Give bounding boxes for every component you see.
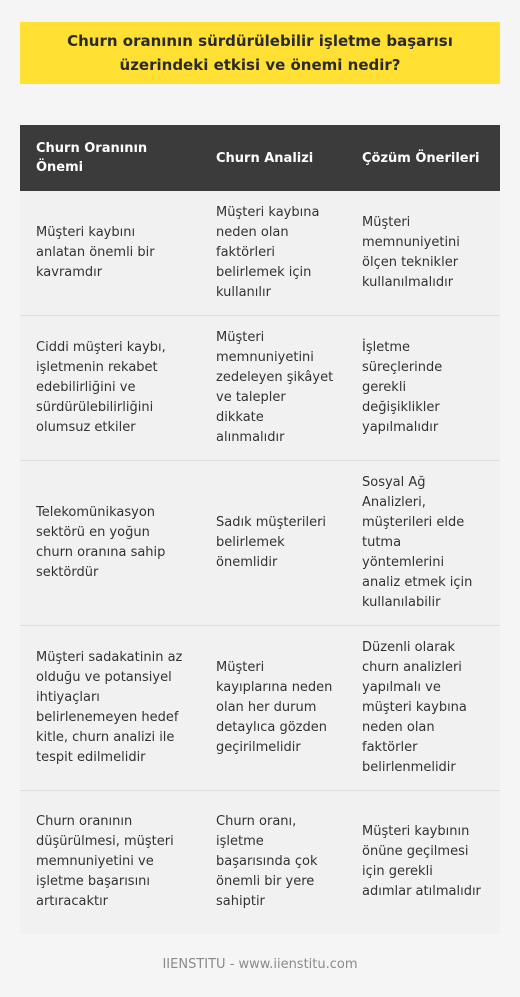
- footer-credit: IIENSTITU - www.iienstitu.com: [162, 957, 358, 972]
- table-cell: Müşteri kayıplarına neden olan her durum detaylıca gözden geçirilmelidir: [200, 625, 346, 790]
- table-header-row: [20, 125, 500, 191]
- page-title: Churn oranının sürdürülebilir işletme başarısı üzerindeki etkisi ve önemi nedir?: [67, 32, 453, 74]
- column-header: Churn Analizi: [200, 125, 346, 191]
- comparison-table: [20, 125, 500, 934]
- table-row: [20, 315, 500, 460]
- table-row: [20, 460, 500, 625]
- table-cell: Ciddi müşteri kaybı, işletmenin rekabet edebilirliğini ve sürdürülebilirliğini olumsuz etkiler: [20, 315, 200, 460]
- table-cell: Müşteri kaybının önüne geçilmesi için gerekli adımlar atılmalıdır: [346, 790, 500, 934]
- table-cell: Düzenli olarak churn analizleri yapılmalı ve müşteri kaybına neden olan faktörler belirlenmelidir: [346, 625, 500, 790]
- table-row: [20, 625, 500, 790]
- column-header: Churn Oranının Önemi: [20, 125, 200, 191]
- table-cell: Müşteri memnuniyetini ölçen teknikler kullanılmalıdır: [346, 191, 500, 315]
- table-row: [20, 790, 500, 934]
- table-cell: Sadık müşterileri belirlemek önemlidir: [200, 460, 346, 625]
- table-cell: Churn oranının düşürülmesi, müşteri memnuniyetini ve işletme başarısını artıracaktır: [20, 790, 200, 934]
- table-cell: Sosyal Ağ Analizleri, müşterileri elde tutma yöntemlerini analiz etmek için kullanılabilir: [346, 460, 500, 625]
- table-row: [20, 191, 500, 315]
- column-header: Çözüm Önerileri: [346, 125, 500, 191]
- table-cell: İşletme süreçlerinde gerekli değişiklikler yapılmalıdır: [346, 315, 500, 460]
- title-banner: [20, 22, 500, 84]
- table-cell: Telekomünikasyon sektörü en yoğun churn oranına sahip sektördür: [20, 460, 200, 625]
- table-cell: Müşteri kaybını anlatan önemli bir kavramdır: [20, 191, 200, 315]
- table-cell: Müşteri kaybına neden olan faktörleri belirlemek için kullanılır: [200, 191, 346, 315]
- table-cell: Churn oranı, işletme başarısında çok önemli bir yere sahiptir: [200, 790, 346, 934]
- table-cell: Müşteri sadakatinin az olduğu ve potansiyel ihtiyaçları belirlenemeyen hedef kitle, churn analizi ile tespit edilmelidir: [20, 625, 200, 790]
- table-cell: Müşteri memnuniyetini zedeleyen şikâyet ve talepler dikkate alınmalıdır: [200, 315, 346, 460]
